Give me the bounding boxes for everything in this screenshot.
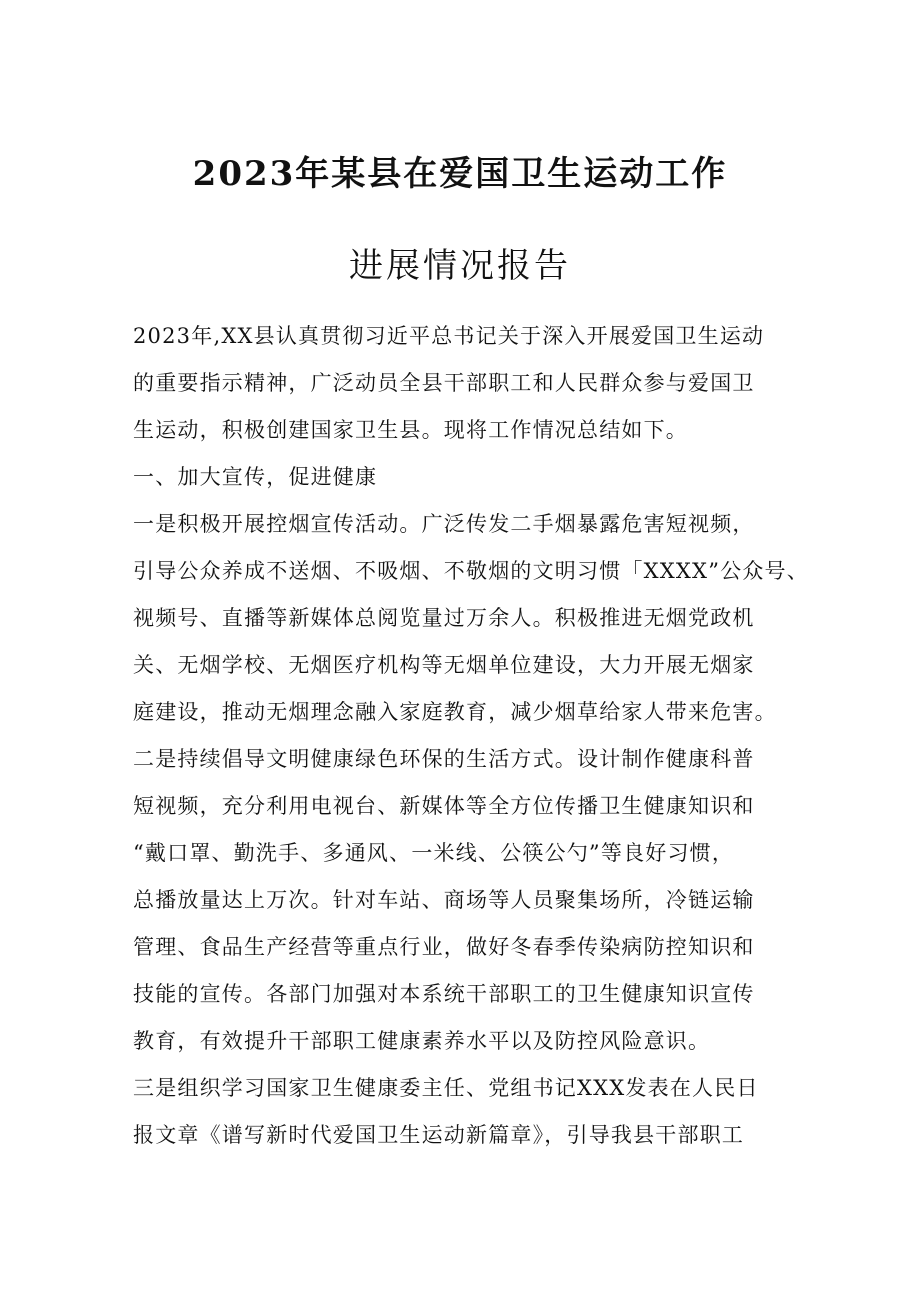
body-line: 报文章《谱写新时代爱国卫生运动新篇章》，引导我县干部职工 bbox=[133, 1123, 745, 1147]
body-line: 的重要指示精神，广泛动员全县干部职工和人民群众参与爱国卫 bbox=[133, 371, 755, 395]
document-title-line-2: 进展情况报告 bbox=[349, 246, 571, 286]
body-line: 三是组织学习国家卫生健康委主任、党组书记XXX发表在人民日 bbox=[133, 1076, 759, 1100]
body-line: 二是持续倡导文明健康绿色环保的生活方式。设计制作健康科普 bbox=[133, 747, 755, 771]
body-line: 2023年,XX县认真贯彻习近平总书记关于深入开展爱国卫生运动 bbox=[133, 324, 765, 348]
body-line: 技能的宣传。各部门加强对本系统干部职工的卫生健康知识宣传 bbox=[133, 982, 755, 1006]
body-line: 关、无烟学校、无烟医疗机构等无烟单位建设，大力开展无烟家 bbox=[133, 653, 755, 677]
body-line: 短视频，充分利用电视台、新媒体等全方位传播卫生健康知识和 bbox=[133, 794, 755, 818]
body-line: 教育，有效提升干部职工健康素养水平以及防控风险意识。 bbox=[133, 1029, 711, 1053]
body-line: 庭建设，推动无烟理念融入家庭教育，减少烟草给家人带来危害。 bbox=[133, 700, 777, 724]
body-line: 管理、食品生产经营等重点行业，做好冬春季传染病防控知识和 bbox=[133, 935, 755, 959]
body-line: “戴口罩、勤洗手、多通风、一米线、公筷公勺”等良好习惯， bbox=[133, 841, 735, 865]
section-heading: 一、加大宣传，促进健康 bbox=[133, 465, 378, 489]
document-title-line-1: 2023年某县在爱国卫生运动工作 bbox=[192, 154, 728, 194]
body-line: 视频号、直播等新媒体总阅览量过万余人。积极推进无烟党政机 bbox=[133, 606, 755, 630]
body-line: 总播放量达上万次。针对车站、商场等人员聚集场所，冷链运输 bbox=[133, 888, 755, 912]
body-line: 生运动，积极创建国家卫生县。现将工作情况总结如下。 bbox=[133, 418, 688, 442]
body-line: 一是积极开展控烟宣传活动。广泛传发二手烟暴露危害短视频， bbox=[133, 512, 755, 536]
body-line: 引导公众养成不送烟、不吸烟、不敬烟的文明习惯「XXXX”公众号、 bbox=[133, 559, 809, 583]
